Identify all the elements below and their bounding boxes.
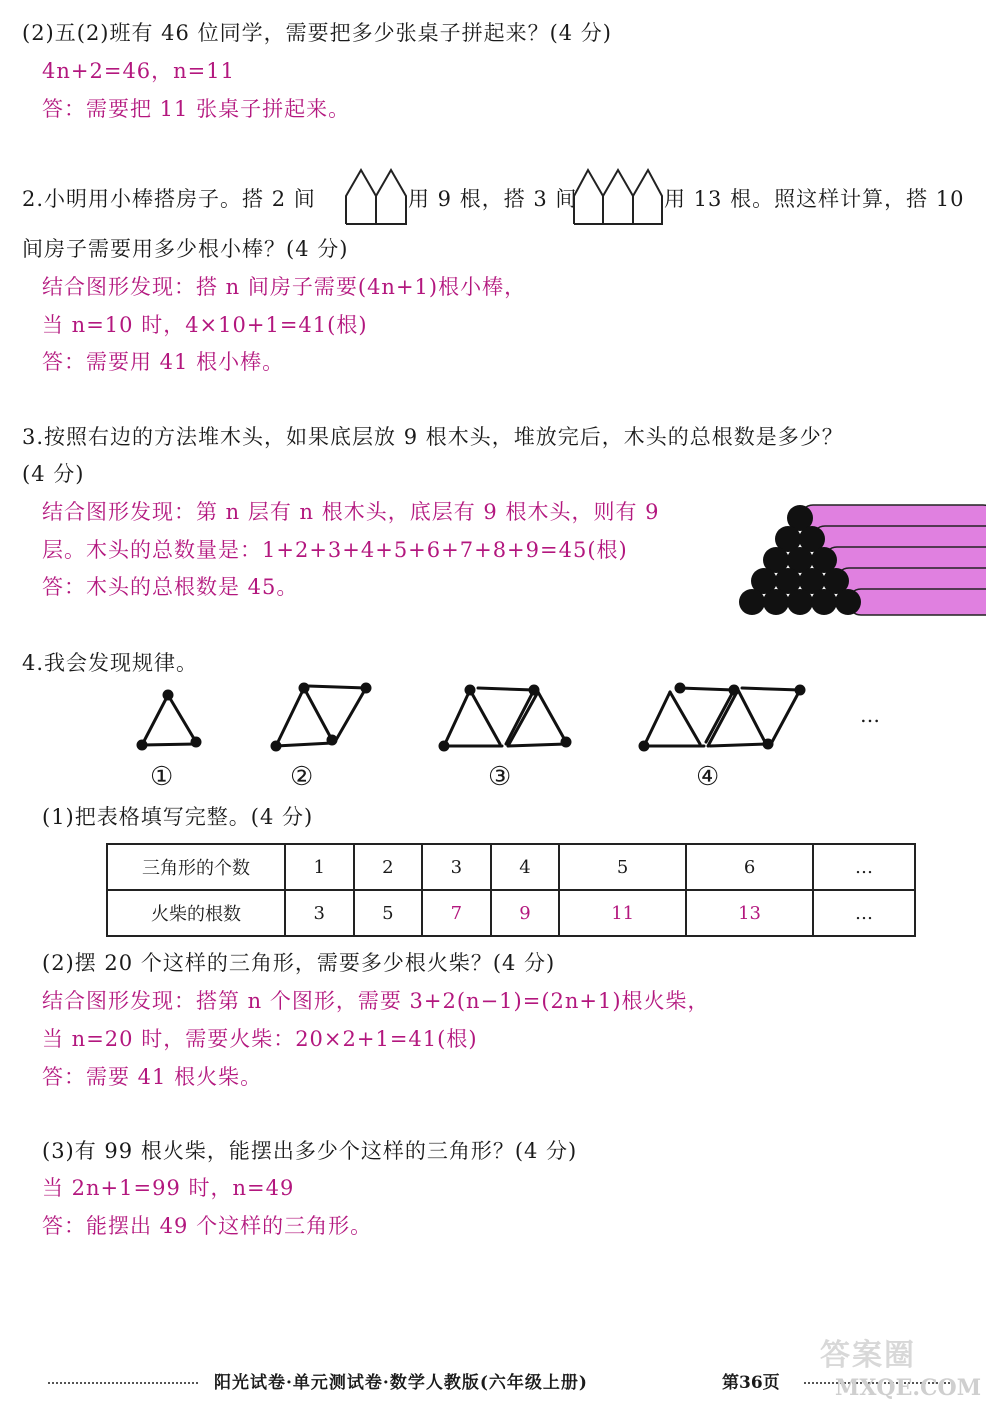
house-2-icon <box>344 166 408 226</box>
q4-sub2: (2)摆 20 个这样的三角形，需要多少根火柴？(4 分) <box>42 951 556 975</box>
q1-equation: 4n+2=46，n=11 <box>42 59 236 83</box>
q4-sub1: (1)把表格填写完整。(4 分) <box>42 805 314 829</box>
figure-ellipsis: … <box>860 703 881 727</box>
q3-answer-line3: 答：木头的总根数是 45。 <box>42 575 299 599</box>
log-end <box>835 589 861 615</box>
q2-answer-line3: 答：需要用 41 根小棒。 <box>42 350 285 374</box>
table-cell: 3 <box>422 844 491 890</box>
q2-text-part3: 用 13 根。照这样计算，搭 10 <box>664 187 965 211</box>
q3-question-line1: 3.按照右边的方法堆木头，如果底层放 9 根木头，堆放完后，木头的总根数是多少？ <box>22 425 844 449</box>
figure-label-1: ① <box>150 762 174 792</box>
figure-label-3: ③ <box>488 762 512 792</box>
table-row-header: 火柴的根数 <box>107 890 285 936</box>
q2-answer-line2: 当 n=10 时，4×10+1=41(根) <box>42 313 368 337</box>
q3-answer-line1: 结合图形发现：第 n 层有 n 根木头，底层有 9 根木头，则有 9 <box>42 500 660 524</box>
house-3-icon <box>572 166 664 226</box>
q2-text-part2: 用 9 根，搭 3 间 <box>408 187 578 211</box>
watermark-logo: 答案圈 <box>820 1338 916 1373</box>
table-row <box>107 844 915 890</box>
log-end <box>739 589 765 615</box>
footer-page-number: 第36页 <box>722 1373 780 1393</box>
q3-answer-line2: 层。木头的总数量是：1+2+3+4+5+6+7+8+9=45(根) <box>42 538 628 562</box>
q1-sub2: (2)五(2)班有 46 位同学，需要把多少张桌子拼起来？(4 分) <box>22 21 612 45</box>
table-cell-answer: 9 <box>491 890 560 936</box>
table-cell: 2 <box>354 844 423 890</box>
table-cell: 5 <box>559 844 686 890</box>
q4-sub2-answer-line1: 结合图形发现：搭第 n 个图形，需要 3+2(n−1)=(2n+1)根火柴， <box>42 989 710 1013</box>
q4-title: 4.我会发现规律。 <box>22 651 199 675</box>
table-row <box>107 890 915 936</box>
log-end <box>787 589 813 615</box>
q4-sub3: (3)有 99 根火柴，能摆出多少个这样的三角形？(4 分) <box>42 1139 578 1163</box>
figure-label-4: ④ <box>696 762 720 792</box>
matchstick-triangles-figure <box>132 680 812 756</box>
table-cell-answer: 13 <box>686 890 813 936</box>
table-cell: 1 <box>285 844 354 890</box>
footer-title: 阳光试卷·单元测试卷·数学人教版(六年级上册) <box>214 1373 588 1393</box>
table-cell-answer: 11 <box>559 890 686 936</box>
table-cell: 6 <box>686 844 813 890</box>
footer-divider-left <box>48 1382 198 1384</box>
log-pile-figure <box>728 498 986 620</box>
log-end <box>763 589 789 615</box>
q2-text-part1: 2.小明用小棒搭房子。搭 2 间 <box>22 187 316 211</box>
q2-question-line2: 间房子需要用多少根小棒？(4 分) <box>22 237 349 261</box>
q1-answer: 答：需要把 11 张桌子拼起来。 <box>42 97 351 121</box>
log-body <box>848 589 986 615</box>
table-row-header: 三角形的个数 <box>107 844 285 890</box>
log-end <box>811 589 837 615</box>
table-cell: 4 <box>491 844 560 890</box>
q4-sub3-answer-line2: 答：能摆出 49 个这样的三角形。 <box>42 1214 373 1238</box>
q3-question-line2: (4 分) <box>22 462 85 486</box>
table-cell: 5 <box>354 890 423 936</box>
table-cell: 3 <box>285 890 354 936</box>
q4-sub3-answer-line1: 当 2n+1=99 时，n=49 <box>42 1176 295 1200</box>
q4-sub2-answer-line2: 当 n=20 时，需要火柴：20×2+1=41(根) <box>42 1027 478 1051</box>
q4-sub2-answer-line3: 答：需要 41 根火柴。 <box>42 1065 263 1089</box>
table-cell: … <box>813 890 915 936</box>
table-cell: … <box>813 844 915 890</box>
matchstick-table <box>106 843 916 937</box>
table-cell-answer: 7 <box>422 890 491 936</box>
figure-label-2: ② <box>290 762 314 792</box>
q2-answer-line1: 结合图形发现：搭 n 间房子需要(4n+1)根小棒， <box>42 275 527 299</box>
watermark-url: MXQE.COM <box>835 1375 982 1401</box>
